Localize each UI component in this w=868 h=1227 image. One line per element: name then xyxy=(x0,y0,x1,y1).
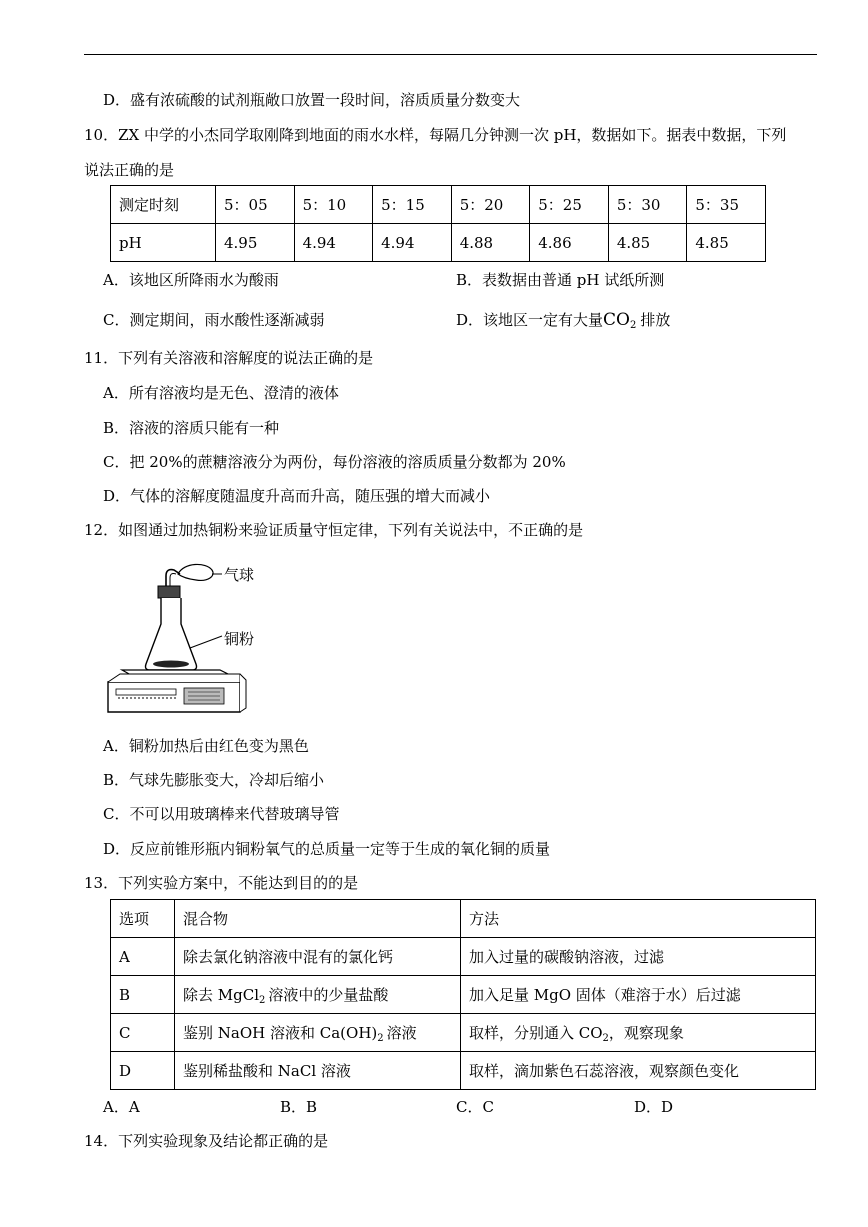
ph-table-time-cell: 5：35 xyxy=(687,186,766,224)
q12-option-d: D．反应前锥形瓶内铜粉氧气的总质量一定等于生成的氧化铜的质量 xyxy=(103,840,551,858)
mix-post: 溶液 xyxy=(386,1024,417,1042)
balance-display xyxy=(116,689,176,695)
q9-option-d: D．盛有浓硫酸的试剂瓶敞口放置一段时间，溶质质量分数变大 xyxy=(103,91,521,109)
mix-post: 溶液中的少量盐酸 xyxy=(268,986,389,1004)
co2-formula xyxy=(603,311,636,329)
ph-table-time-cell: 5：25 xyxy=(530,186,609,224)
row-option: B xyxy=(111,976,175,1014)
q12-stem: 12．如图通过加热铜粉来验证质量守恒定律，下列有关说法中，不正确的是 xyxy=(84,521,584,539)
experiment-table-header-row xyxy=(111,900,816,938)
co2-co: CO xyxy=(603,310,630,330)
q11-option-a: A．所有溶液均是无色、澄清的液体 xyxy=(103,384,339,402)
q14-stem: 14．下列实验现象及结论都正确的是 xyxy=(84,1132,329,1150)
header-method: 方法 xyxy=(461,900,816,938)
ph-table-time-cell: 5：05 xyxy=(216,186,295,224)
erlenmeyer-flask xyxy=(146,598,197,670)
method-pre: 取样，分别通入 CO xyxy=(469,1024,603,1042)
method-sub: 2 xyxy=(602,1033,609,1044)
flask-on-balance-figure xyxy=(100,552,300,724)
q10-stem-line2: 说法正确的是 xyxy=(84,161,175,179)
method-post: ，观察现象 xyxy=(608,1024,684,1042)
q10-option-a: A．该地区所降雨水为酸雨 xyxy=(103,271,279,289)
ph-table xyxy=(110,185,766,262)
mix-sub: 2 xyxy=(377,1033,384,1044)
q11-option-d: D．气体的溶解度随温度升高而升高，随压强的增大而减小 xyxy=(103,487,491,505)
mix-pre: 鉴别 NaOH 溶液和 Ca(OH) xyxy=(183,1024,378,1042)
experiment-table xyxy=(110,899,816,1090)
mix-pre: 除去 MgCl xyxy=(183,986,260,1004)
q13-answer-b: B．B xyxy=(280,1098,318,1116)
header-option: 选项 xyxy=(111,900,175,938)
header-mixture: 混合物 xyxy=(175,900,461,938)
ph-table-ph-cell: 4.85 xyxy=(608,224,687,262)
row-method: 加入过量的碳酸钠溶液，过滤 xyxy=(461,938,816,976)
ph-table-ph-cell: 4.94 xyxy=(373,224,452,262)
q10-option-c: C．测定期间，雨水酸性逐渐减弱 xyxy=(103,311,325,329)
q10-option-d-post: 排放 xyxy=(640,311,671,329)
ph-table-time-cell: 5：10 xyxy=(294,186,373,224)
row-mixture xyxy=(175,1014,461,1052)
q10-option-b: B．表数据由普通 pH 试纸所测 xyxy=(456,271,665,289)
q13-answer-c: C．C xyxy=(456,1098,494,1116)
ph-table-ph-cell: 4.85 xyxy=(687,224,766,262)
experiment-table-row xyxy=(111,938,816,976)
q11-option-b: B．溶液的溶质只能有一种 xyxy=(103,419,280,437)
header-rule xyxy=(84,54,817,55)
mix-sub: 2 xyxy=(259,995,266,1006)
balance-top xyxy=(108,674,240,682)
ph-table-ph-cell: 4.94 xyxy=(294,224,373,262)
q13-answer-a: A．A xyxy=(103,1098,140,1116)
balance-side xyxy=(240,674,246,712)
row-option: A xyxy=(111,938,175,976)
ph-table-ph-header: pH xyxy=(111,224,216,262)
row-method: 取样，滴加紫色石蕊溶液，观察颜色变化 xyxy=(461,1052,816,1090)
q12-option-a: A．铜粉加热后由红色变为黑色 xyxy=(103,737,309,755)
q11-stem: 11．下列有关溶液和溶解度的说法正确的是 xyxy=(84,349,374,367)
row-option: C xyxy=(111,1014,175,1052)
row-mixture: 除去氯化钠溶液中混有的氯化钙 xyxy=(175,938,461,976)
ph-table-time-cell: 5：15 xyxy=(373,186,452,224)
ph-table-time-cell: 5：30 xyxy=(608,186,687,224)
experiment-table-row xyxy=(111,1014,816,1052)
copper-powder xyxy=(153,661,189,668)
q10-option-d xyxy=(456,310,670,330)
row-method: 加入足量 MgO 固体（难溶于水）后过滤 xyxy=(461,976,816,1014)
ph-table-ph-row xyxy=(111,224,766,262)
ph-table-ph-cell: 4.86 xyxy=(530,224,609,262)
ph-table-ph-cell: 4.95 xyxy=(216,224,295,262)
balloon-shape xyxy=(178,564,213,580)
balloon-label: 气球 xyxy=(224,566,255,584)
co2-sub: 2 xyxy=(629,320,637,331)
q10-stem-line1: 10．ZX 中学的小杰同学取刚降到地面的雨水水样，每隔几分钟测一次 pH，数据如下。据表中数据，下列 xyxy=(84,126,787,144)
ph-table-ph-cell: 4.88 xyxy=(451,224,530,262)
ph-table-time-cell: 5：20 xyxy=(451,186,530,224)
q10-option-d-pre: D．该地区一定有大量 xyxy=(456,311,604,329)
q13-stem: 13．下列实验方案中，不能达到目的的是 xyxy=(84,874,359,892)
q12-option-b: B．气球先膨胀变大，冷却后缩小 xyxy=(103,771,325,789)
row-method xyxy=(461,1014,816,1052)
ph-table-time-row xyxy=(111,186,766,224)
experiment-table-row xyxy=(111,1052,816,1090)
q13-answer-d: D．D xyxy=(634,1098,674,1116)
q11-option-c: C．把 20%的蔗糖溶液分为两份，每份溶液的溶质质量分数都为 20% xyxy=(103,453,566,471)
row-mixture: 鉴别稀盐酸和 NaCl 溶液 xyxy=(175,1052,461,1090)
experiment-table-row xyxy=(111,976,816,1014)
stopper xyxy=(158,586,180,598)
row-option: D xyxy=(111,1052,175,1090)
copper-leader xyxy=(190,636,222,648)
copper-label: 铜粉 xyxy=(224,630,255,648)
flask-diagram xyxy=(100,552,300,724)
ph-table-time-header: 测定时刻 xyxy=(111,186,216,224)
row-mixture xyxy=(175,976,461,1014)
q12-option-c: C．不可以用玻璃棒来代替玻璃导管 xyxy=(103,805,340,823)
